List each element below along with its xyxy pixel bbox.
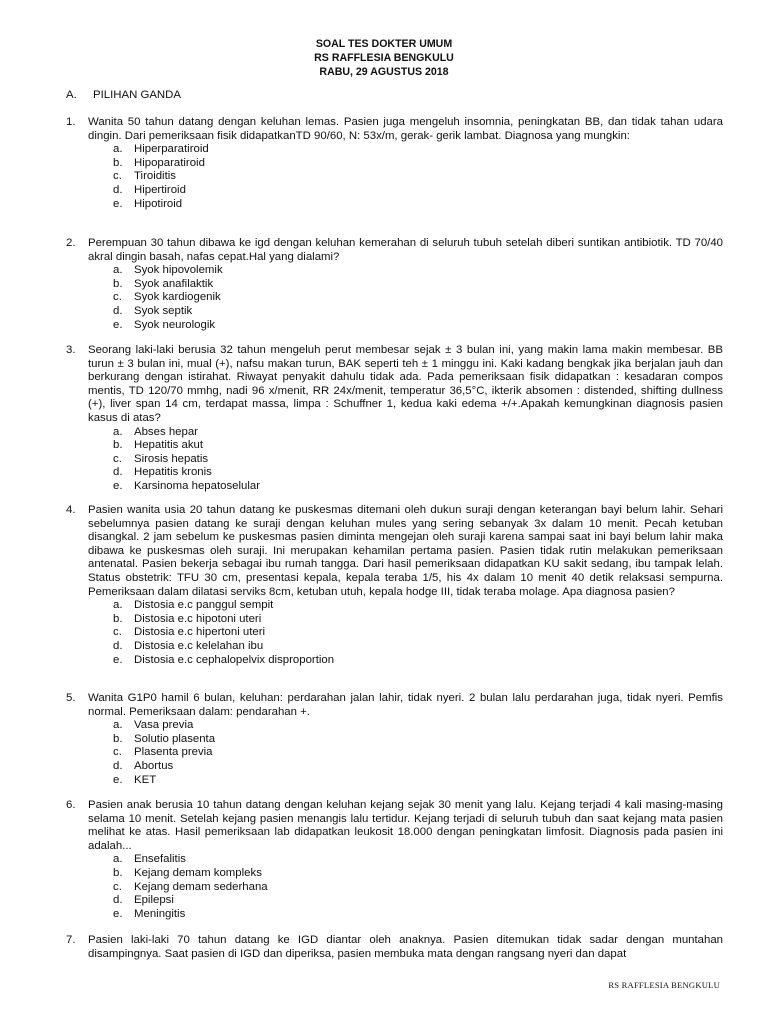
- answer-option: [113, 184, 723, 198]
- header-title: SOAL TES DOKTER UMUM: [315, 38, 453, 50]
- answer-options: [113, 719, 723, 787]
- option-letter: c.: [113, 880, 122, 893]
- option-text: Sirosis hepatis: [134, 452, 209, 465]
- option-letter: a.: [113, 143, 123, 156]
- answer-options: [113, 264, 723, 332]
- answer-option: [113, 760, 723, 774]
- option-letter: b.: [113, 732, 123, 745]
- answer-option: [113, 466, 723, 480]
- question-text: Pasien anak berusia 10 tahun datang dengan keluhan kejang sejak 30 menit yang lalu. Kejang terjadi 4 kali masing-masing selama 10 menit. Setelah kejang pasien menangis lalu tertidur. Kejang terjadi di seluruh tubuh dan saat kejang mata pasien melihat ke atas. Hasil pemeriksaan lab didapatkan leukosit 18.000 dengan peningkatan limfosit. Diagnosis pada pasien ini adalah...: [88, 799, 723, 852]
- answer-option: [113, 908, 723, 922]
- option-text: Syok septik: [134, 304, 193, 317]
- option-text: Hipotiroid: [134, 197, 183, 210]
- section-letter: A.: [66, 89, 77, 101]
- answer-option: [113, 157, 723, 171]
- option-text: Distosia e.c hipotoni uteri: [134, 612, 262, 625]
- option-text: Karsinoma hepatoselular: [134, 479, 261, 492]
- option-text: Syok anafilaktik: [134, 277, 214, 290]
- option-letter: a.: [113, 425, 123, 438]
- answer-option: [113, 853, 723, 867]
- question-6: [66, 799, 723, 921]
- answer-option: [113, 480, 723, 494]
- question-1: [66, 116, 723, 211]
- option-text: Syok neurologik: [134, 318, 216, 331]
- option-letter: b.: [113, 277, 123, 290]
- option-letter: e.: [113, 773, 123, 786]
- option-letter: e.: [113, 907, 123, 920]
- answer-option: [113, 867, 723, 881]
- option-text: Abses hepar: [134, 425, 198, 438]
- option-text: Hiperparatiroid: [134, 143, 209, 156]
- option-text: Solutio plasenta: [134, 732, 216, 745]
- option-letter: d.: [113, 639, 123, 652]
- answer-option: [113, 719, 723, 733]
- document-header: [0, 37, 768, 79]
- option-text: Kejang demam sederhana: [134, 880, 268, 893]
- question-text: Wanita 50 tahun datang dengan keluhan lemas. Pasien juga mengeluh insomnia, peningkatan BB, dan tidak tahan udara dingin. Dari pemeriksaan fisik didapatkanTD 90/60, N: 53x/m, gerak- gerik lambat. Diagnosa yang mungkin:: [88, 116, 723, 142]
- question-number: 4.: [66, 504, 76, 516]
- option-text: Abortus: [134, 759, 174, 772]
- option-letter: c.: [113, 626, 122, 639]
- question-4: [66, 504, 723, 667]
- option-letter: d.: [113, 759, 123, 772]
- option-letter: c.: [113, 452, 122, 465]
- option-text: Distosia e.c kelelahan ibu: [134, 639, 264, 652]
- option-text: Vasa previa: [134, 719, 194, 732]
- question-text: Seorang laki-laki berusia 32 tahun mengeluh perut membesar sejak ± 3 bulan ini, yang makin lama makin membesar. BB turun ± 3 bulan ini, mual (+), nafsu makan turun, BAK seperti teh ± 1 minggu ini. Kaki kadang bengkak jika berjalan jauh dan berkurang dengan istirahat. Riwayat penyakit dahulu tidak ada. Pada pemeriksaan fisik didapatkan : kesadaran compos mentis, TD 120/70 mmhg, nadi 96 x/menit, RR 24x/menit, temperatur 36,5°C, ikterik absomen : distended, shifting dullness (+), liver span 14 cm, terdapat massa, limpa : Schuffner 1, kedua kaki edema +/+.Apakah kemungkinan diagnosis pasien kasus di atas?: [88, 344, 723, 424]
- answer-option: [113, 733, 723, 747]
- answer-option: [113, 599, 723, 613]
- option-letter: a.: [113, 719, 123, 732]
- option-text: Distosia e.c cephalopelvix disproportion: [134, 653, 335, 666]
- option-text: Syok kardiogenik: [134, 291, 221, 304]
- option-letter: c.: [113, 170, 122, 183]
- answer-option: [113, 143, 723, 157]
- question-5: [66, 692, 723, 787]
- option-letter: a.: [113, 264, 123, 277]
- option-letter: a.: [113, 599, 123, 612]
- section-title: PILIHAN GANDA: [93, 89, 181, 101]
- option-text: Distosia e.c panggul sempit: [134, 599, 274, 612]
- option-letter: b.: [113, 439, 123, 452]
- answer-option: [113, 291, 723, 305]
- option-text: Syok hipovolemik: [134, 264, 223, 277]
- answer-option: [113, 264, 723, 278]
- option-text: Tiroiditis: [134, 170, 176, 183]
- option-letter: d.: [113, 304, 123, 317]
- answer-options: [113, 426, 723, 494]
- answer-option: [113, 613, 723, 627]
- question-text: Perempuan 30 tahun dibawa ke igd dengan keluhan kemerahan di seluruh tubuh setelah diberi suntikan antibiotik. TD 70/40 akral dingin basah, nafas cepat.Hal yang dialami?: [88, 237, 723, 263]
- header-hospital: RS RAFFLESIA BENGKULU: [314, 52, 454, 64]
- question-number: 1.: [66, 116, 76, 128]
- option-text: Hipertiroid: [134, 183, 186, 196]
- header-date: RABU, 29 AGUSTUS 2018: [319, 66, 449, 78]
- option-letter: b.: [113, 156, 123, 169]
- option-text: Plasenta previa: [134, 746, 213, 759]
- option-text: Ensefalitis: [134, 853, 186, 866]
- answer-option: [113, 640, 723, 654]
- question-3: [66, 344, 723, 494]
- question-text: Pasien laki-laki 70 tahun datang ke IGD diantar oleh anaknya. Pasien ditemukan tidak sadar dengan muntahan disampingnya. Saat pasien di IGD dan diperiksa, pasien membuka mata dengan rangsang nyeri dan dapat: [88, 934, 723, 960]
- answer-option: [113, 305, 723, 319]
- question-2: [66, 237, 723, 332]
- answer-option: [113, 439, 723, 453]
- question-number: 2.: [66, 237, 76, 249]
- answer-option: [113, 654, 723, 668]
- option-text: Epilepsi: [134, 894, 174, 907]
- answer-option: [113, 626, 723, 640]
- option-text: KET: [134, 773, 157, 786]
- option-letter: c.: [113, 291, 122, 304]
- answer-option: [113, 881, 723, 895]
- option-letter: d.: [113, 894, 123, 907]
- answer-option: [113, 426, 723, 440]
- page-footer: RS RAFFLESIA BENGKULU: [608, 980, 720, 990]
- answer-option: [113, 746, 723, 760]
- option-letter: b.: [113, 866, 123, 879]
- question-text: Pasien wanita usia 20 tahun datang ke puskesmas ditemani oleh dukun suraji dengan keterangan bayi belum lahir. Sehari sebelumnya pasien datang ke suraji dengan keluhan mules yang sering sebanyak 3x dalam 10 menit. Pecah ketuban disangkal. 2 jam sebelum ke puskesmas pasien diminta mengejan oleh suraji karena sampai saat ini bayi belum lahir maka dibawa ke puskesmas oleh suraji. Ini merupakan kehamilan pertama pasien. Pasien tidak rutin melakukan pemeriksaan antenatal. Pasien bekerja sebagai ibu rumah tangga. Dari hasil pemeriksaan didapatkan KU sakit sedang, ibu tampak lelah. Status obstetrik: TFU 30 cm, presentasi kepala, kepala teraba 1/5, his 4x dalam 10 menit 40 detik relaksasi sempurna. Pemeriksaan dalam dilatasi serviks 8cm, ketuban utuh, kepala hodge III, tidak teraba molage. Apa diagnosa pasien?: [88, 504, 723, 598]
- answer-options: [113, 599, 723, 667]
- answer-option: [113, 278, 723, 292]
- answer-option: [113, 894, 723, 908]
- option-letter: e.: [113, 653, 123, 666]
- option-letter: d.: [113, 466, 123, 479]
- question-number: 3.: [66, 344, 76, 356]
- answer-options: [113, 143, 723, 211]
- answer-option: [113, 170, 723, 184]
- section-heading: [66, 89, 181, 103]
- option-letter: d.: [113, 183, 123, 196]
- option-letter: e.: [113, 318, 123, 331]
- answer-option: [113, 453, 723, 467]
- answer-option: [113, 774, 723, 788]
- option-letter: c.: [113, 746, 122, 759]
- question-number: 6.: [66, 799, 76, 811]
- answer-option: [113, 198, 723, 212]
- option-text: Hipoparatiroid: [134, 156, 205, 169]
- question-text: Wanita G1P0 hamil 6 bulan, keluhan: perdarahan jalan lahir, tidak nyeri. 2 bulan lalu perdarahan juga, tidak nyeri. Pemfis normal. Pemeriksaan dalam: pendarahan +.: [88, 692, 723, 718]
- option-text: Kejang demam kompleks: [134, 866, 262, 879]
- option-letter: e.: [113, 197, 123, 210]
- answer-option: [113, 319, 723, 333]
- option-text: Hepatitis akut: [134, 439, 204, 452]
- option-letter: a.: [113, 853, 123, 866]
- option-letter: b.: [113, 612, 123, 625]
- question-number: 5.: [66, 692, 76, 704]
- option-text: Distosia e.c hipertoni uteri: [134, 626, 266, 639]
- option-letter: e.: [113, 479, 123, 492]
- answer-options: [113, 853, 723, 921]
- option-text: Hepatitis kronis: [134, 466, 212, 479]
- option-text: Meningitis: [134, 907, 186, 920]
- question-number: 7.: [66, 934, 76, 946]
- question-7: [66, 934, 723, 961]
